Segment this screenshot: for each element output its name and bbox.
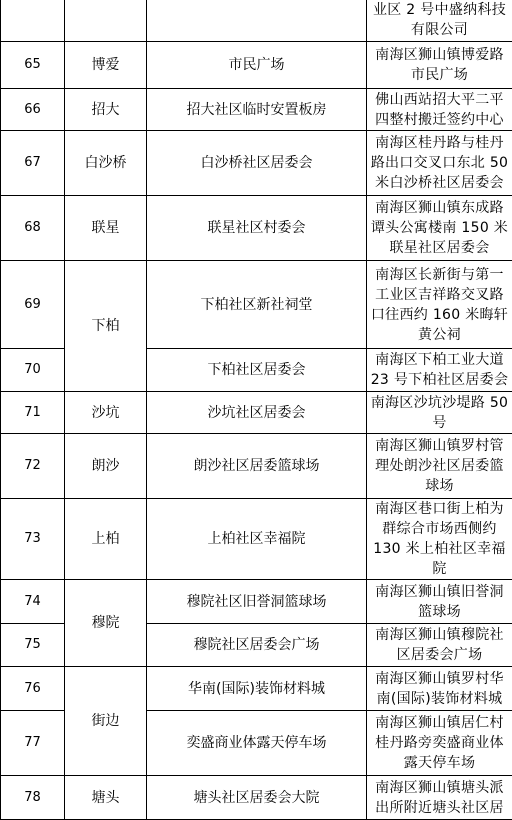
community-cell <box>65 0 147 42</box>
site-name-cell: 华南(国际)装饰材料城 <box>147 667 367 711</box>
address-cell: 南海区长新街与第一工业区吉祥路交叉路口往西约 160 米晦轩黄公祠 <box>367 261 512 349</box>
row-number-cell: 69 <box>1 261 65 349</box>
site-name-cell: 穆院社区旧誉洞篮球场 <box>147 580 367 624</box>
community-cell: 下柏 <box>65 261 147 392</box>
address-cell: 南海区沙坑沙堤路 50 号 <box>367 392 512 434</box>
row-number-cell: 74 <box>1 580 65 624</box>
row-number-cell: 66 <box>1 89 65 131</box>
address-cell: 业区 2 号中盛纳科技有限公司 <box>367 0 512 42</box>
table-body <box>1 0 512 820</box>
site-name-cell: 市民广场 <box>147 42 367 89</box>
site-name-cell: 塘头社区居委会大院 <box>147 776 367 820</box>
community-cell: 沙坑 <box>65 392 147 434</box>
site-name-cell: 白沙桥社区居委会 <box>147 131 367 196</box>
site-name-cell: 朗沙社区居委篮球场 <box>147 434 367 499</box>
table-row <box>1 0 512 42</box>
community-cell: 塘头 <box>65 776 147 820</box>
community-cell: 穆院 <box>65 580 147 667</box>
site-name-cell <box>147 0 367 42</box>
table-row <box>1 667 512 711</box>
table-row <box>1 776 512 820</box>
table-row <box>1 89 512 131</box>
address-cell: 南海区狮山镇居仁村桂丹路旁奕盛商业体露天停车场 <box>367 711 512 776</box>
address-cell: 南海区狮山镇博爱路市民广场 <box>367 42 512 89</box>
table-row <box>1 131 512 196</box>
site-name-cell: 沙坑社区居委会 <box>147 392 367 434</box>
row-number-cell: 68 <box>1 196 65 261</box>
address-cell: 南海区下柏工业大道 23 号下柏社区居委会 <box>367 349 512 392</box>
address-cell: 佛山西站招大平二平四整村搬迁签约中心 <box>367 89 512 131</box>
community-cell: 街边 <box>65 667 147 776</box>
address-cell: 南海区巷口街上柏为群综合市场西侧约 130 米上柏社区幸福院 <box>367 499 512 580</box>
row-number-cell: 76 <box>1 667 65 711</box>
community-cell: 朗沙 <box>65 434 147 499</box>
row-number-cell: 77 <box>1 711 65 776</box>
address-cell: 南海区狮山镇旧誉洞篮球场 <box>367 580 512 624</box>
row-number-cell: 78 <box>1 776 65 820</box>
community-cell: 招大 <box>65 89 147 131</box>
address-cell: 南海区桂丹路与桂丹路出口交叉口东北 50 米白沙桥社区居委会 <box>367 131 512 196</box>
table-row <box>1 392 512 434</box>
address-cell: 南海区狮山镇穆院社区居委会广场 <box>367 624 512 667</box>
site-name-cell: 招大社区临时安置板房 <box>147 89 367 131</box>
address-cell: 南海区狮山镇罗村华南(国际)装饰材料城 <box>367 667 512 711</box>
row-number-cell: 75 <box>1 624 65 667</box>
address-cell: 南海区狮山镇东成路谭头公寓楼南 150 米联星社区居委会 <box>367 196 512 261</box>
row-number-cell: 73 <box>1 499 65 580</box>
table-row <box>1 434 512 499</box>
row-number-cell: 72 <box>1 434 65 499</box>
row-number-cell: 71 <box>1 392 65 434</box>
site-name-cell: 下柏社区居委会 <box>147 349 367 392</box>
site-name-cell: 上柏社区幸福院 <box>147 499 367 580</box>
site-name-cell: 联星社区村委会 <box>147 196 367 261</box>
community-cell: 联星 <box>65 196 147 261</box>
table-row <box>1 580 512 624</box>
row-number-cell: 70 <box>1 349 65 392</box>
site-name-cell: 奕盛商业体露天停车场 <box>147 711 367 776</box>
community-cell: 白沙桥 <box>65 131 147 196</box>
table-row <box>1 42 512 89</box>
row-number-cell: 67 <box>1 131 65 196</box>
table-row <box>1 196 512 261</box>
table-row <box>1 261 512 349</box>
row-number-cell <box>1 0 65 42</box>
community-cell: 博爱 <box>65 42 147 89</box>
address-cell: 南海区狮山镇罗村管理处朗沙社区居委篮球场 <box>367 434 512 499</box>
row-number-cell: 65 <box>1 42 65 89</box>
community-cell: 上柏 <box>65 499 147 580</box>
site-name-cell: 穆院社区居委会广场 <box>147 624 367 667</box>
address-cell: 南海区狮山镇塘头派出所附近塘头社区居 <box>367 776 512 820</box>
table-row <box>1 499 512 580</box>
site-name-cell: 下柏社区新社祠堂 <box>147 261 367 349</box>
